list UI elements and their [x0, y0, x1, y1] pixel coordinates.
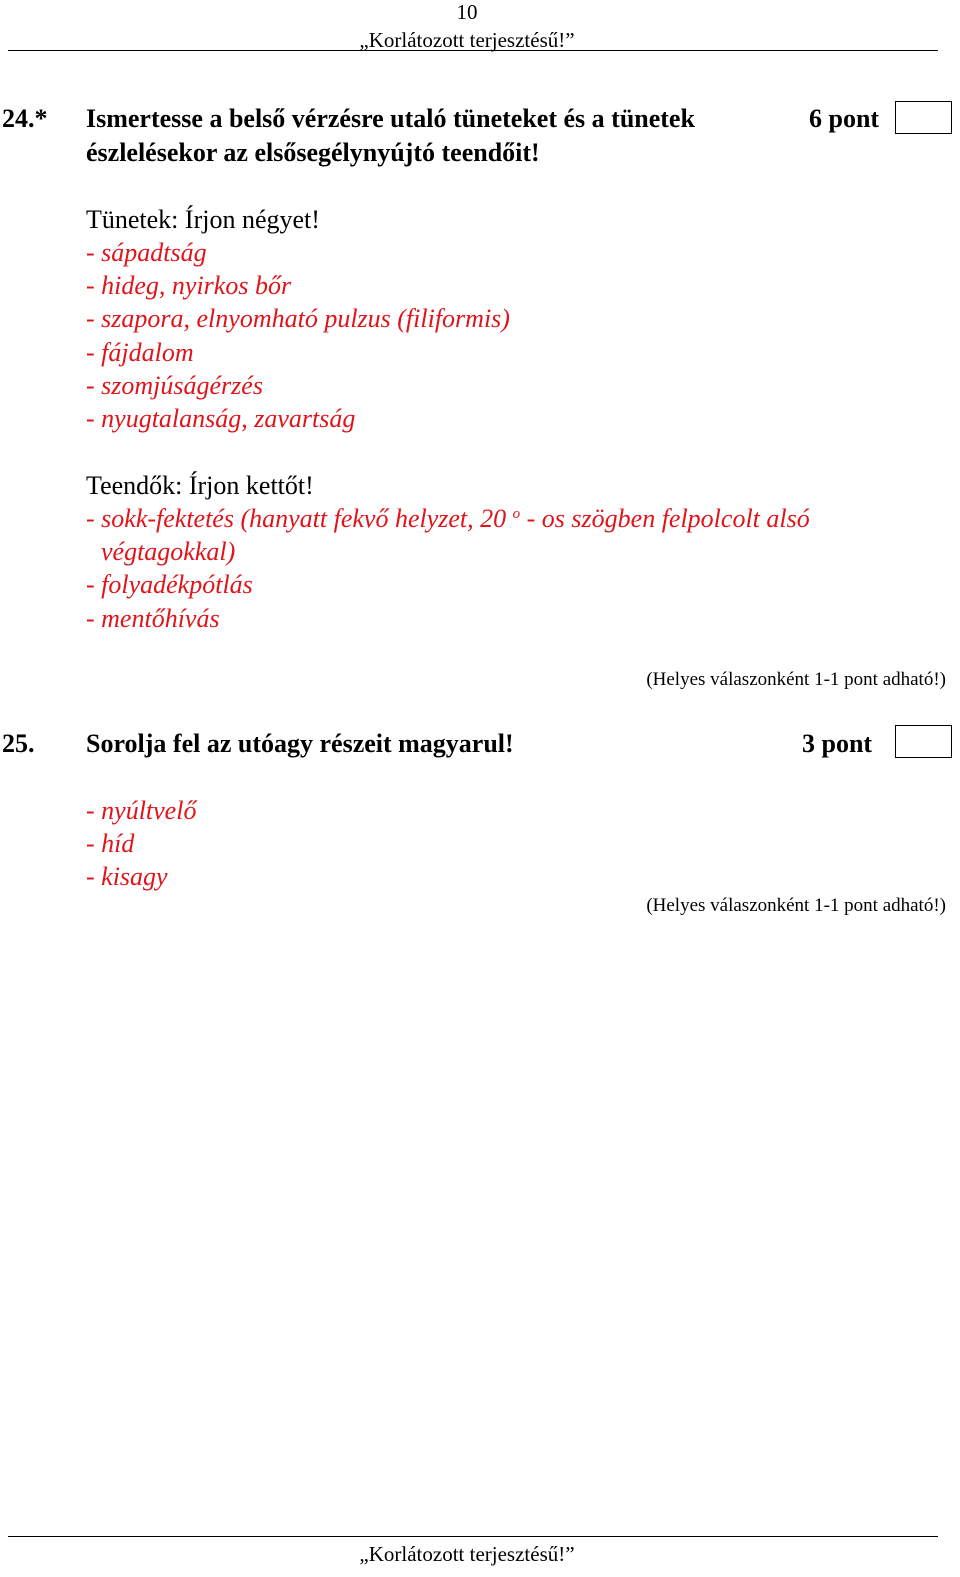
task-answer-1: [86, 502, 810, 535]
q25-answer: - nyúltvelő: [86, 796, 197, 825]
page-number: 10: [456, 0, 478, 24]
q25-answer: - kisagy: [86, 862, 168, 891]
symptoms-prompt: Tünetek: Írjon négyet!: [86, 205, 320, 234]
task-answer-1-part1: - sokk-fektetés (hanyatt fekvő helyzet, 20: [86, 504, 507, 533]
question-25-number: 25.: [2, 729, 35, 758]
header-divider: [8, 50, 938, 51]
degree-superscript: o: [512, 506, 521, 522]
symptom-answer: - fájdalom: [86, 338, 194, 367]
question-24-points: 6 pont: [809, 104, 880, 133]
task-answer-1-part2: - os szögben felpolcolt alsó: [520, 504, 810, 533]
question-24-text-line2: észlelésekor az elsősegélynyújtó teendőit!: [86, 138, 540, 167]
task-answer-3: - mentőhívás: [86, 604, 220, 633]
tasks-prompt: Teendők: Írjon kettőt!: [86, 471, 314, 500]
header-restriction-note: „Korlátozott terjesztésű!”: [359, 28, 575, 52]
footer-restriction-note: „Korlátozott terjesztésű!”: [359, 1542, 575, 1566]
footer-divider: [8, 1536, 938, 1537]
question-24-number: 24.*: [2, 104, 48, 133]
symptom-answer: - nyugtalanság, zavartság: [86, 404, 356, 433]
q25-answer: - híd: [86, 829, 135, 858]
question-25-score-box[interactable]: [895, 725, 952, 758]
question-25-scoring-note: (Helyes válaszonként 1-1 pont adható!): [646, 895, 946, 916]
question-25-points: 3 pont: [802, 729, 873, 758]
symptom-answer: - szapora, elnyomható pulzus (filiformis): [86, 304, 510, 333]
question-24-scoring-note: (Helyes válaszonként 1-1 pont adható!): [646, 669, 946, 690]
symptom-answer: - hideg, nyirkos bőr: [86, 271, 292, 300]
task-answer-1-continuation: végtagokkal): [101, 537, 236, 566]
question-24-score-box[interactable]: [895, 101, 952, 134]
symptom-answer: - sápadtság: [86, 238, 207, 267]
question-25-text: Sorolja fel az utóagy részeit magyarul!: [86, 729, 514, 758]
question-24-text-line1: Ismertesse a belső vérzésre utaló tüneteket és a tünetek: [86, 104, 695, 133]
task-answer-2: - folyadékpótlás: [86, 570, 253, 599]
symptom-answer: - szomjúságérzés: [86, 371, 263, 400]
